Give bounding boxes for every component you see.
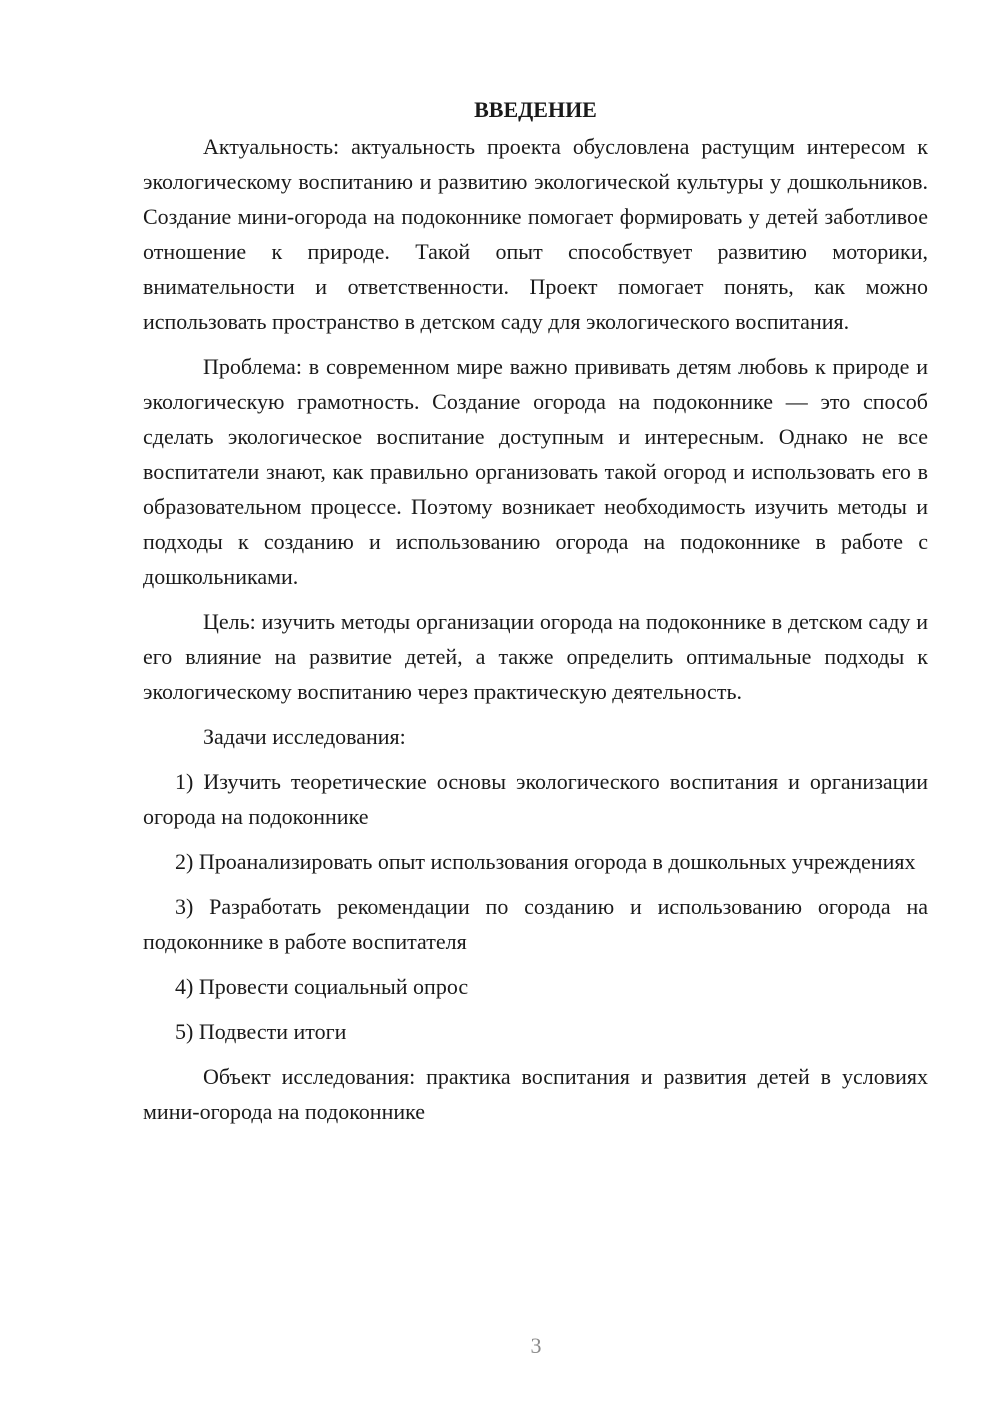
paragraph-problem: Проблема: в современном мире важно прививать детям любовь к природе и экологическую грамотность. Создание огорода на подоконнике — это способ сделать экологическое воспитание доступным и интересным. Однако не все воспитатели знают, как правильно организовать такой огород и использовать его в образовательном процессе. Поэтому возникает необходимость изучить методы и подходы к созданию и использованию огорода на подоконнике в работе с дошкольниками. xyxy=(143,354,928,589)
paragraph-goal: Цель: изучить методы организации огорода на подоконнике в детском саду и его влияние на развитие детей, а также определить оптимальные подходы к экологическому воспитанию через практическую деятельность. xyxy=(143,609,928,704)
document-page xyxy=(143,92,928,1139)
tasks-label: Задачи исследования: xyxy=(203,724,406,749)
section-heading: ВВЕДЕНИЕ xyxy=(474,97,597,122)
task-item-5: 5) Подвести итоги xyxy=(175,1019,347,1044)
task-item-4: 4) Провести социальный опрос xyxy=(175,974,469,999)
task-item-3: 3) Разработать рекомендации по созданию и использованию огорода на подоконнике в работе воспитателя xyxy=(143,894,928,954)
paragraph-object: Объект исследования: практика воспитания и развития детей в условиях мини-огорода на подоконнике xyxy=(143,1064,928,1124)
task-item-1: 1) Изучить теоретические основы экологического воспитания и организации огорода на подоконнике xyxy=(143,769,928,829)
page-number: 3 xyxy=(530,1333,542,1358)
task-item-2: 2) Проанализировать опыт использования огорода в дошкольных учреждениях xyxy=(175,849,916,874)
paragraph-relevance: Актуальность: актуальность проекта обусловлена растущим интересом к экологическому воспитанию и развитию экологической культуры у дошкольников. Создание мини-огорода на подоконнике помогает формировать у детей заботливое отношение к природе. Такой опыт способствует развитию моторики, внимательности и ответственности. Проект помогает понять, как можно использовать пространство в детском саду для экологического воспитания. xyxy=(143,134,928,334)
